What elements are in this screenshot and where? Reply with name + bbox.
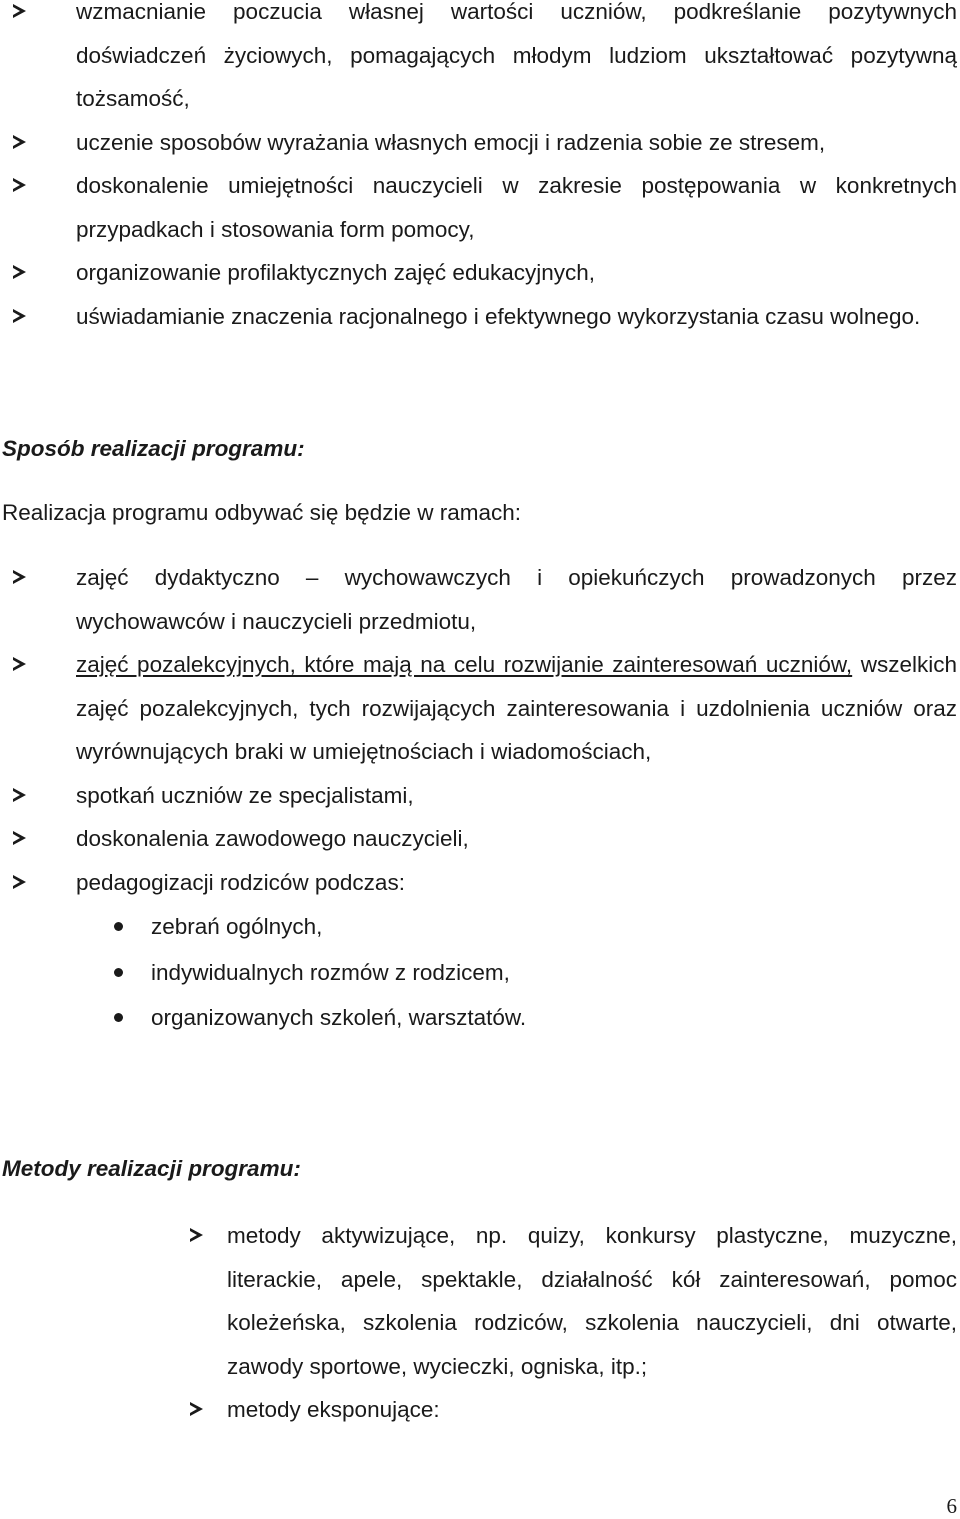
list-item: uczenie sposobów wyrażania własnych emocji i radzenia sobie ze stresem, bbox=[0, 121, 957, 165]
intro-paragraph: Realizacja programu odbywać się będzie w ramach: bbox=[2, 500, 521, 525]
sub-list-item: zebrań ogólnych, bbox=[0, 904, 957, 950]
arrow-bullet-icon bbox=[13, 657, 26, 671]
arrow-bullet-icon bbox=[13, 4, 26, 18]
list-item: metody eksponujące: bbox=[0, 1388, 957, 1432]
sub-list-item: indywidualnych rozmów z rodzicem, bbox=[0, 950, 957, 996]
arrow-bullet-icon bbox=[13, 875, 26, 889]
sub-list bbox=[76, 904, 957, 1041]
arrow-bullet-icon bbox=[13, 788, 26, 802]
arrow-bullet-icon bbox=[13, 135, 26, 149]
list-item: doskonalenie umiejętności nauczycieli w zakresie postępowania w konkretnych przypadkach i stosowania form pomocy, bbox=[0, 164, 957, 251]
goals-list bbox=[0, 0, 957, 338]
arrow-bullet-icon bbox=[190, 1402, 203, 1416]
list-item: zajęć pozalekcyjnych, które mają na celu rozwijanie zainteresowań uczniów, wszelkich zajęć pozalekcyjnych, tych rozwijających zainteresowania i uzdolnienia uczniów oraz wyrównujących braki w umiejętnościach i wiadomościach, bbox=[0, 643, 957, 774]
list-item: wzmacnianie poczucia własnej wartości uczniów, podkreślanie pozytywnych doświadczeń życiowych, pomagających młodym ludziom ukształtować pozytywną tożsamość, bbox=[0, 0, 957, 121]
dot-bullet-icon bbox=[114, 922, 123, 931]
section-heading-realizacja: Sposób realizacji programu: bbox=[2, 436, 305, 461]
metody-list bbox=[0, 1214, 957, 1432]
dot-bullet-icon bbox=[114, 968, 123, 977]
list-item: pedagogizacji rodziców podczas: zebrań ogólnych, indywidualnych rozmów z rodzicem, organizowanych szkoleń, warsztatów. bbox=[0, 861, 957, 1041]
arrow-bullet-icon bbox=[13, 570, 26, 584]
sub-list-item: organizowanych szkoleń, warsztatów. bbox=[0, 995, 957, 1041]
list-item: spotkań uczniów ze specjalistami, bbox=[0, 774, 957, 818]
section-heading-metody: Metody realizacji programu: bbox=[2, 1156, 301, 1181]
arrow-bullet-icon bbox=[13, 831, 26, 845]
arrow-bullet-icon bbox=[190, 1228, 203, 1242]
list-item: zajęć dydaktyczno – wychowawczych i opiekuńczych prowadzonych przez wychowawców i nauczycieli przedmiotu, bbox=[0, 556, 957, 643]
page-number: 6 bbox=[946, 1494, 957, 1518]
list-item: metody aktywizujące, np. quizy, konkursy plastyczne, muzyczne, literackie, apele, spektakle, działalność kół zainteresowań, pomoc koleżeńska, szkolenia rodziców, szkolenia nauczycieli, dni otwarte, zawody sportowe, wycieczki, ogniska, itp.; bbox=[0, 1214, 957, 1388]
list-item: doskonalenia zawodowego nauczycieli, bbox=[0, 817, 957, 861]
arrow-bullet-icon bbox=[13, 309, 26, 323]
list-item: uświadamianie znaczenia racjonalnego i efektywnego wykorzystania czasu wolnego. bbox=[0, 295, 957, 339]
arrow-bullet-icon bbox=[13, 265, 26, 279]
dot-bullet-icon bbox=[114, 1013, 123, 1022]
realizacja-list bbox=[0, 556, 957, 1041]
arrow-bullet-icon bbox=[13, 178, 26, 192]
list-item: organizowanie profilaktycznych zajęć edukacyjnych, bbox=[0, 251, 957, 295]
